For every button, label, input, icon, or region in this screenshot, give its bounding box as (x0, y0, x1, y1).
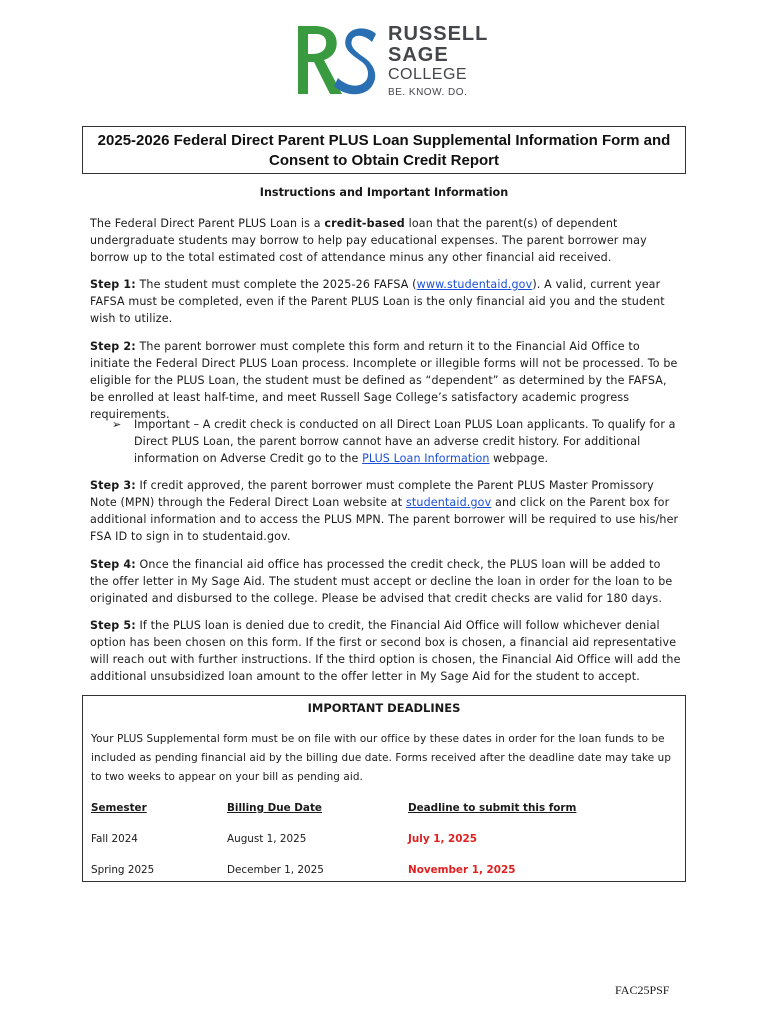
step-3-paragraph (90, 477, 682, 545)
step-4-label: Step 4: (90, 558, 136, 571)
studentaid-link[interactable]: www.studentaid.gov (416, 278, 533, 291)
form-title (82, 126, 686, 174)
step-2-text: The parent borrower must complete this form and return it to the Financial Aid Office to initiate the Federal Direct PLUS Loan process. Incomplete or illegible forms will not be processed. To be eligible for the PLUS Loan, the student must be defined as “dependent” as determined by the FAFSA, be enrolled at least half-time, and meet Russell Sage College’s satisfactory academic progress requirements. (90, 340, 678, 421)
step-1-label: Step 1: (90, 278, 136, 291)
step-5-label: Step 5: (90, 619, 136, 632)
column-header-billing-due-date: Billing Due Date (227, 802, 322, 814)
intro-paragraph (90, 215, 682, 266)
step-5-text: If the PLUS loan is denied due to credit, the Financial Aid Office will follow whichever denial option has been chosen on this form. If the first or second box is chosen, a financial aid representative will reach out with further instructions. If the third option is chosen, the Financial Aid Office will add the additional unsubsidized loan amount to the offer letter in My Sage Aid for the student to accept. (90, 619, 681, 683)
logo-tagline: BE. KNOW. DO. (388, 87, 468, 98)
row-1-deadline: July 1, 2025 (408, 833, 477, 845)
intro-text-1: The Federal Direct Parent PLUS Loan is a (90, 217, 325, 230)
intro-text-2: loan that the parent(s) of dependent undergraduate students may borrow to help pay educational expenses. The parent borrower may borrow up to the total estimated cost of attendance minus any other financial aid received. (90, 217, 647, 264)
studentaid-mpn-link[interactable]: studentaid.gov (405, 496, 492, 509)
deadlines-description: Your PLUS Supplemental form must be on file with our office by these dates in order for the loan funds to be included as pending financial aid by the billing due date. Forms received after the deadline date may take up to two weeks to appear on your bill as pending aid. (91, 733, 672, 783)
step-1-text-2: ). A valid, current year FAFSA must be completed, even if the Parent PLUS Loan is the only financial aid you and the student wish to utilize. (90, 278, 665, 325)
logo-word-russell: RUSSELL (388, 23, 489, 45)
college-logo (292, 22, 492, 104)
instructions-heading: Instructions and Important Information (259, 186, 509, 199)
important-bullet (112, 416, 684, 467)
step-1-text-1: The student must complete the 2025-26 FAFSA ( (135, 278, 417, 291)
arrow-bullet-icon: ➢ (112, 418, 122, 431)
step-2-label: Step 2: (90, 340, 136, 353)
important-text-2: webpage. (489, 452, 549, 465)
step-3-text-1: If credit approved, the parent borrower must complete the Parent PLUS Master Promissory Note (MPN) through the Federal Direct Loan website at (90, 479, 654, 509)
row-2-billing-due-date: December 1, 2025 (227, 864, 324, 876)
form-title-line2: Consent to Obtain Credit Report (269, 152, 499, 169)
step-4-text: Once the financial aid office has processed the credit check, the PLUS loan will be added to the offer letter in My Sage Aid. The student must accept or decline the loan in order for the loan to be originated and disbursed to the college. Please be advised that credit checks are valid for 180 days. (90, 558, 673, 605)
step-1-paragraph (90, 276, 682, 327)
row-2-semester: Spring 2025 (91, 864, 155, 876)
college-wordmark (388, 24, 488, 100)
deadlines-title: IMPORTANT DEADLINES (307, 701, 461, 715)
column-header-semester: Semester (91, 802, 147, 814)
rs-monogram-icon (292, 22, 384, 104)
important-deadlines-box (82, 695, 686, 882)
form-title-line1: 2025-2026 Federal Direct Parent PLUS Loan Supplemental Information Form and (97, 132, 671, 149)
step-3-label: Step 3: (90, 479, 136, 492)
column-header-deadline: Deadline to submit this form (408, 802, 577, 814)
form-code: FAC25PSF (615, 983, 670, 997)
important-text-1: Important – A credit check is conducted on all Direct Loan PLUS Loan applicants. To qualify for a Direct PLUS Loan, the parent borrow cannot have an adverse credit history. For additional information on Adverse Credit go to the (134, 418, 676, 465)
logo-word-sage: SAGE (388, 44, 449, 66)
plus-loan-information-link[interactable]: PLUS Loan Information (362, 452, 490, 465)
row-1-billing-due-date: August 1, 2025 (227, 833, 307, 845)
row-1-semester: Fall 2024 (91, 833, 138, 845)
step-5-paragraph (90, 617, 682, 685)
intro-bold: credit-based (324, 217, 405, 230)
row-2-deadline: November 1, 2025 (408, 864, 516, 876)
important-text (134, 416, 684, 467)
step-3-text-2: and click on the Parent box for additional information and to access the PLUS MPN. The parent borrower will be required to use his/her FSA ID to sign in to studentaid.gov. (90, 496, 679, 543)
logo-word-college: COLLEGE (388, 66, 468, 83)
step-4-paragraph (90, 556, 682, 607)
step-2-paragraph (90, 338, 682, 423)
